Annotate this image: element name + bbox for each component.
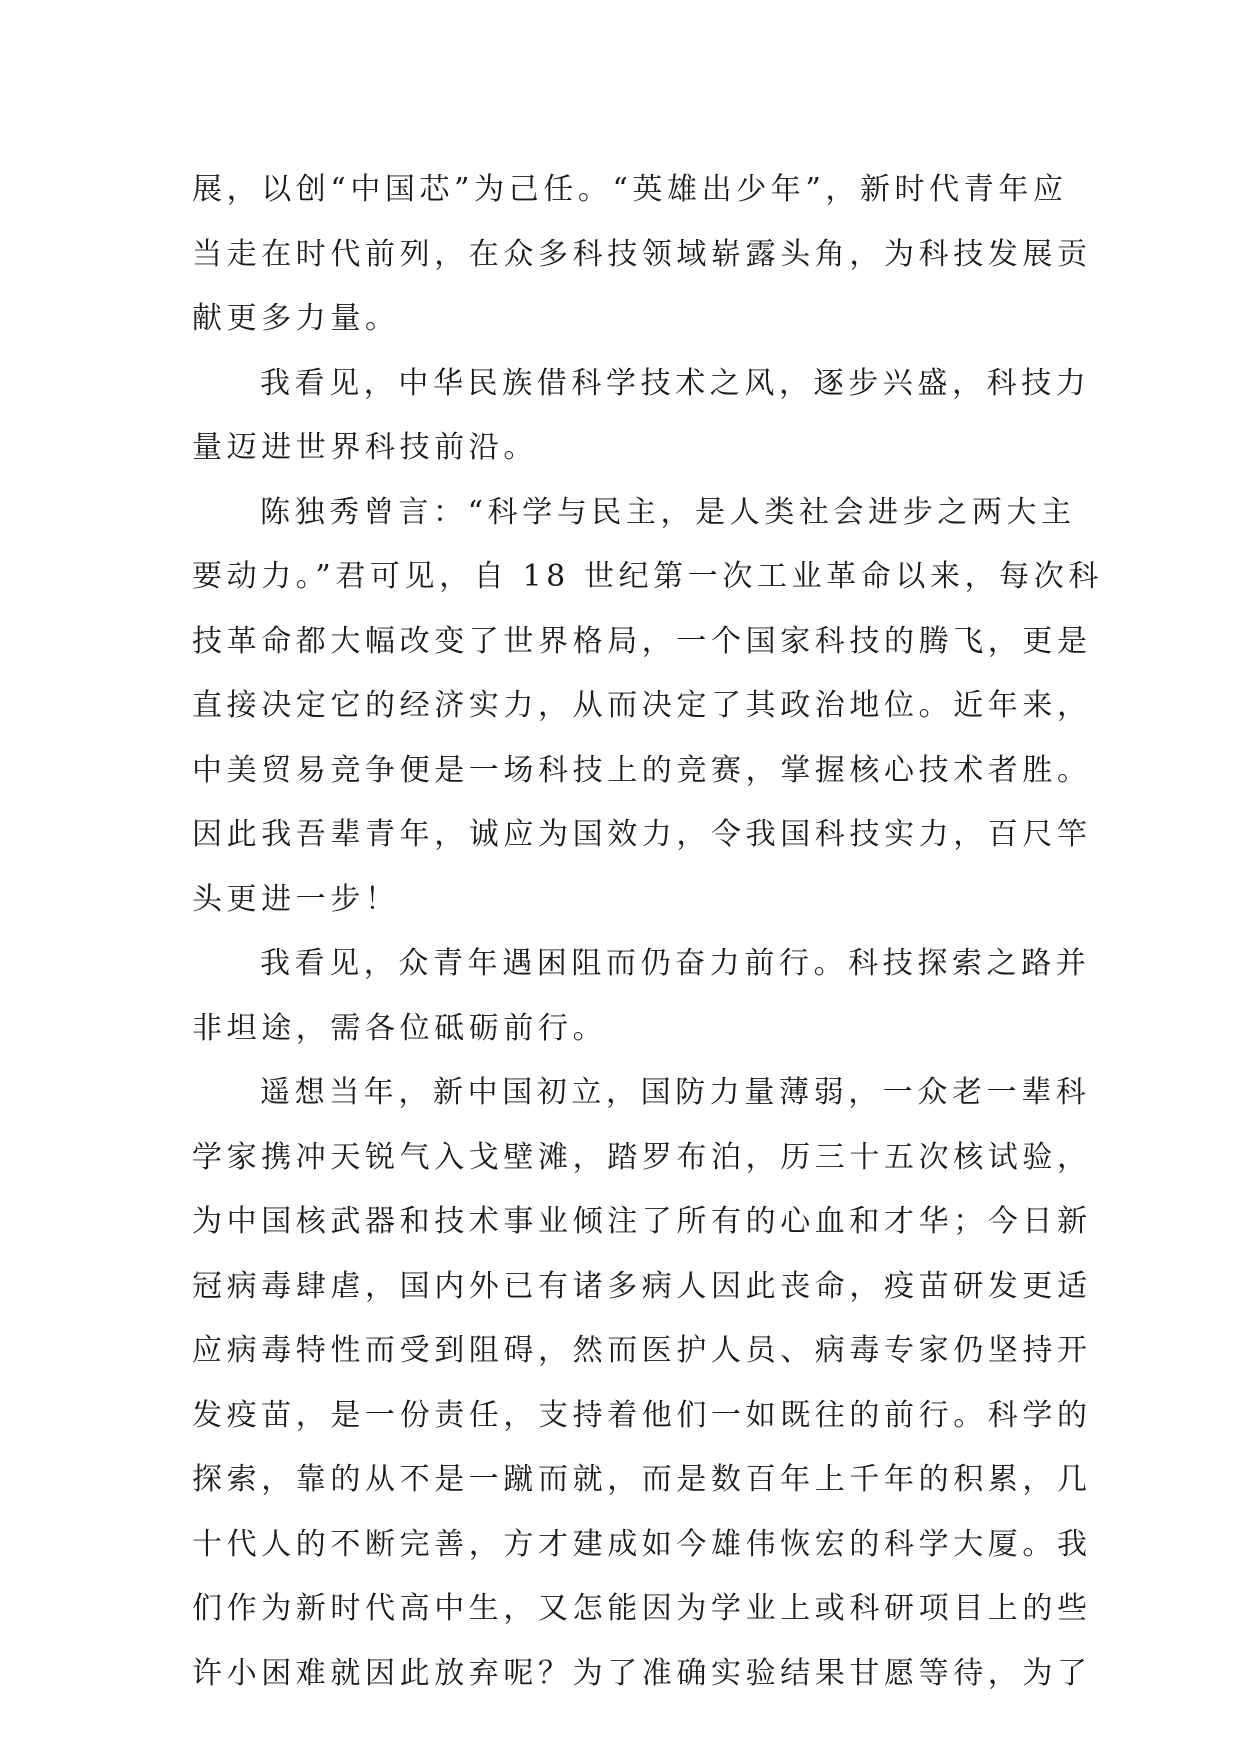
- text-line: 应病毒特性而受到阻碍，然而医护人员、病毒专家仍坚持开: [192, 1333, 1092, 1368]
- paragraph-first-line: 遥想当年，新中国初立，国防力量薄弱，一众老一辈科: [260, 1075, 1091, 1110]
- paragraph-first-line: 陈独秀曾言：“科学与民主，是人类社会进步之两大主: [260, 494, 1076, 530]
- text-line: 直接决定它的经济实力，从而决定了其政治地位。近年来，: [192, 688, 1092, 723]
- essay-body: [192, 158, 1103, 1706]
- text-line: 头更进一步！: [192, 881, 400, 917]
- text-line: 技革命都大幅改变了世界格局，一个国家科技的腾飞，更是: [192, 623, 1092, 659]
- text-line: 为中国核武器和技术事业倾注了所有的心血和才华；今日新: [192, 1204, 1092, 1239]
- text-line: 因此我吾辈青年，诚应为国效力，令我国科技实力，百尺竿: [192, 817, 1092, 852]
- text-line: 要动力。”君可见，自 18 世纪第一次工业革命以来，每次科: [192, 559, 1103, 594]
- text-line: 献更多力量。: [192, 301, 400, 336]
- text-line: 十代人的不断完善，方才建成如今雄伟恢宏的科学大厦。我: [192, 1526, 1092, 1562]
- text-line: 展，以创“中国芯”为己任。“英雄出少年”，新时代青年应: [192, 172, 1068, 207]
- paragraph-first-line: 我看见，众青年遇困阻而仍奋力前行。科技探索之路并: [260, 946, 1091, 981]
- text-line: 许小困难就因此放弃呢？为了准确实验结果甘愿等待，为了: [192, 1655, 1092, 1691]
- text-line: 中美贸易竞争便是一场科技上的竞赛，掌握核心技术者胜。: [192, 752, 1092, 788]
- text-line: 发疫苗，是一份责任，支持着他们一如既往的前行。科学的: [192, 1397, 1092, 1433]
- text-line: 当走在时代前列，在众多科技领域崭露头角，为科技发展贡: [192, 236, 1092, 272]
- paragraph-first-line: 我看见，中华民族借科学技术之风，逐步兴盛，科技力: [260, 365, 1091, 401]
- text-line: 探索，靠的从不是一蹴而就，而是数百年上千年的积累，几: [192, 1462, 1092, 1497]
- text-line: 非坦途，需各位砥砺前行。: [192, 1010, 608, 1046]
- text-line: 们作为新时代高中生，又怎能因为学业上或科研项目上的些: [192, 1591, 1092, 1626]
- text-line: 冠病毒肆虐，国内外已有诸多病人因此丧命，疫苗研发更适: [192, 1268, 1092, 1304]
- text-line: 量迈进世界科技前沿。: [192, 430, 538, 465]
- text-line: 学家携冲天锐气入戈壁滩，踏罗布泊，历三十五次核试验，: [192, 1139, 1092, 1175]
